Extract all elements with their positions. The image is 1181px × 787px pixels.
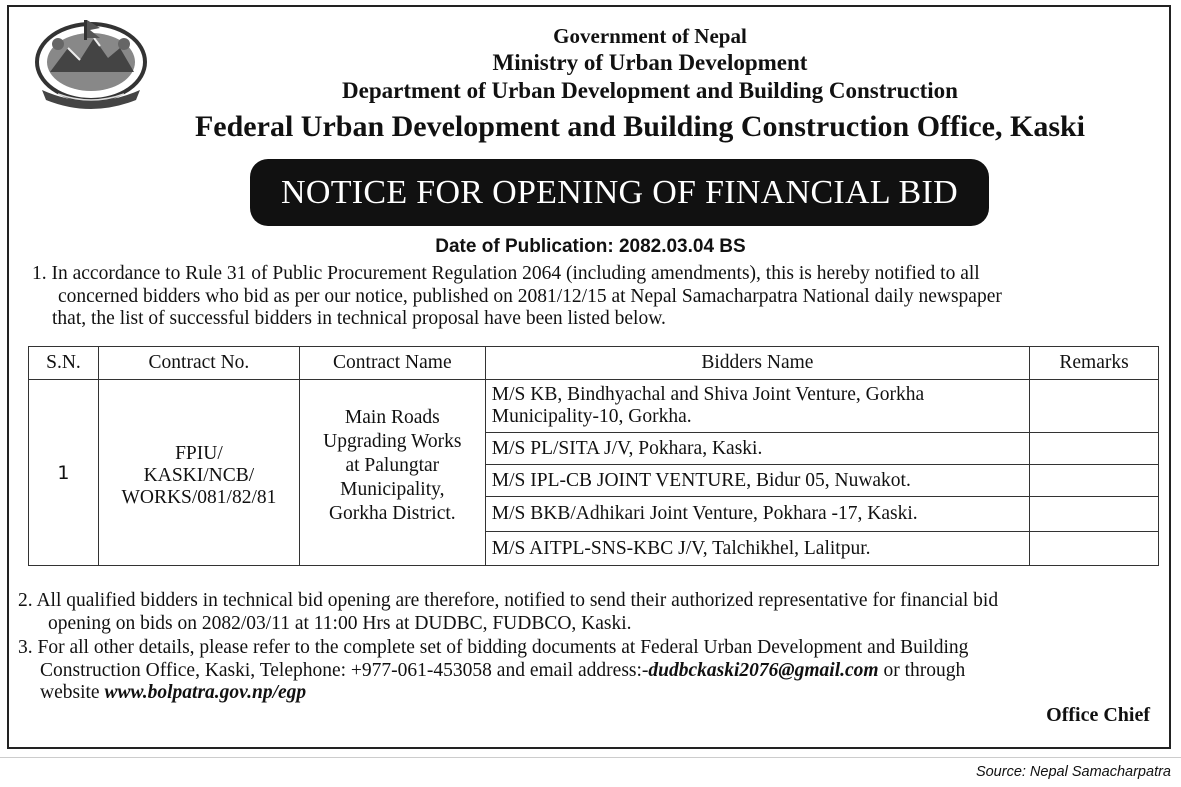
source-credit: Source: Nepal Samacharpatra (975, 764, 1171, 780)
contract-no-line: KASKI/NCB/ (143, 464, 255, 486)
paragraph-text: All qualified bidders in technical bid opening are therefore, notified to send their authorized representative for financial bid (36, 590, 999, 611)
header-office: Federal Urban Development and Building Construction Office, Kaski (194, 110, 1086, 143)
paragraph-text: that, the list of successful bidders in technical proposal have been listed below. (52, 308, 666, 329)
header-ministry: Ministry of Urban Development (492, 50, 808, 75)
website-link[interactable]: www.bolpatra.gov.np/egp (104, 682, 307, 703)
bidder-cell: M/S PL/SITA J/V, Pokhara, Kaski. (485, 433, 1029, 465)
bidders-table (28, 346, 1159, 566)
header-government: Government of Nepal (553, 24, 747, 48)
paragraph-text: For all other details, please refer to the complete set of bidding documents at Federal Urban Development and Building (37, 637, 969, 658)
paragraph-text: opening on bids on 2082/03/11 at 11:00 Hrs at DUDBC, FUDBCO, Kaski. (48, 612, 632, 634)
remarks-cell (1030, 532, 1159, 566)
paragraph-text: Construction Office, Kaski, Telephone: +977-061-453058 and email address:- (40, 659, 649, 681)
paragraph-text: concerned bidders who bid as per our notice, published on 2081/12/15 at Nepal Samacharpatra National daily newspaper (58, 285, 1002, 307)
notice-title-banner: NOTICE FOR OPENING OF FINANCIAL BID (250, 159, 989, 226)
remarks-cell (1030, 380, 1159, 433)
contract-name-line: Main Roads (344, 406, 440, 428)
paragraph-2 (18, 590, 1168, 635)
paragraph-1 (32, 263, 1172, 331)
publication-date: Date of Publication: 2082.03.04 BS (435, 236, 746, 257)
government-emblem-icon (28, 14, 154, 114)
header-department: Department of Urban Development and Building Construction (342, 78, 958, 103)
paragraph-text: or through (878, 659, 966, 681)
email-link[interactable]: dudbckaski2076@gmail.com (648, 659, 879, 681)
contract-no-line: WORKS/081/82/81 (121, 486, 277, 508)
bidder-cell (485, 380, 1029, 433)
column-header: Contract No. (98, 347, 299, 380)
contract-name-line: Municipality, (340, 478, 445, 500)
bidder-name: M/S KB, Bindhyachal and Shiva Joint Venture, Gorkha (491, 384, 925, 405)
bidder-name: Municipality-10, Gorkha. (491, 406, 692, 427)
contract-name-cell (299, 380, 485, 566)
contract-no-line: FPIU/ (175, 442, 223, 464)
contract-name-line: Upgrading Works (323, 430, 462, 452)
bidder-cell: M/S IPL-CB JOINT VENTURE, Bidur 05, Nuwakot. (485, 465, 1029, 497)
sn-cell: 1 (29, 380, 99, 566)
contract-name-line: Gorkha District. (328, 502, 456, 524)
column-header: Contract Name (299, 347, 485, 380)
signature-title: Office Chief (1046, 704, 1150, 726)
paragraph-number: 3. (18, 637, 33, 658)
paragraph-text: In accordance to Rule 31 of Public Procurement Regulation 2064 (including amendments), this is hereby notified to all (51, 263, 980, 284)
remarks-cell (1030, 497, 1159, 532)
remarks-cell (1030, 465, 1159, 497)
column-header: Bidders Name (485, 347, 1029, 380)
column-header: S.N. (29, 347, 99, 380)
contract-name-line: at Palungtar (345, 454, 440, 476)
divider (0, 757, 1181, 758)
bidder-cell: M/S AITPL-SNS-KBC J/V, Talchikhel, Lalitpur. (485, 532, 1029, 566)
table-header-row (29, 347, 1159, 380)
paragraph-number: 1. (32, 263, 47, 284)
remarks-cell (1030, 433, 1159, 465)
bidder-cell: M/S BKB/Adhikari Joint Venture, Pokhara -17, Kaski. (485, 497, 1029, 532)
paragraph-text: website (40, 682, 105, 703)
table-row (29, 380, 1159, 433)
column-header: Remarks (1030, 347, 1159, 380)
contract-no-cell (98, 380, 299, 566)
paragraph-3 (18, 637, 1168, 705)
paragraph-number: 2. (18, 590, 33, 611)
